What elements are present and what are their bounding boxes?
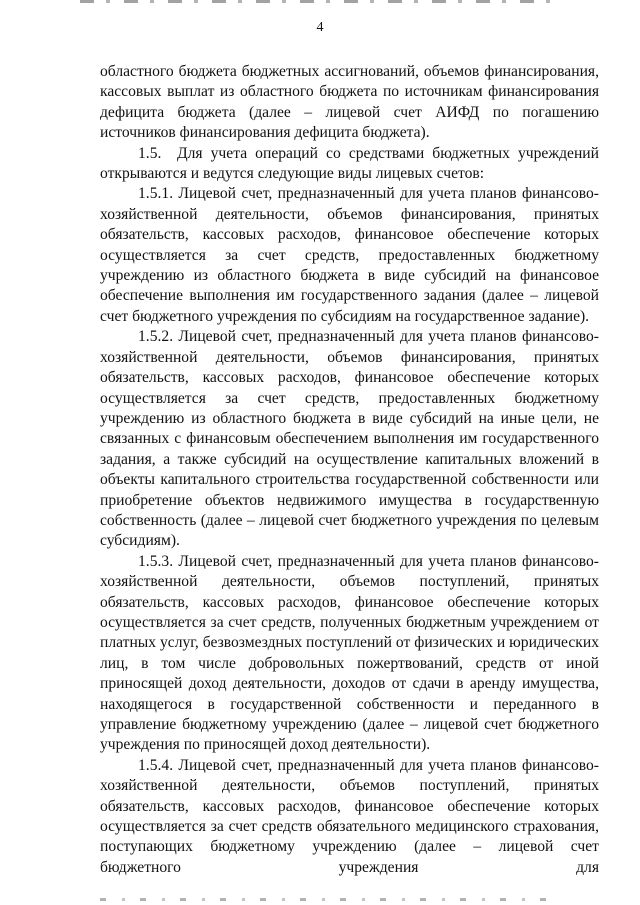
paragraph-1-5-2: 1.5.2. Лицевой счет, предназначенный для учета планов финансово-хозяйственной деятельности, объемов финансирования, принятых обязательств, кассовых расходов, финансовое обеспечение которых осуществляется за счет средств, предоставленных бюджетному учреждению из областного бюджета в виде субсидий на иные цели, не связанных с финансовым обеспечением выполнения им государственного задания, а также субсидий на осуществление капитальных вложений в объекты капитального строительства государственной собственности или приобретение объектов недвижимого имущества в государственную собственность (далее – лицевой счет бюджетного учреждения по целевым субсидиям). <box>100 328 599 550</box>
document-body <box>100 62 599 878</box>
paragraph-1-5: 1.5. Для учета операций со средствами бюджетных учреждений открываются и ведутся следующие виды лицевых счетов: <box>100 144 599 183</box>
paragraph-1-5-3: 1.5.3. Лицевой счет, предназначенный для учета планов финансово-хозяйственной деятельности, объемов поступлений, принятых обязательств, кассовых расходов, финансовое обеспечение которых осуществляется за счет средств, полученных бюджетным учреждением от платных услуг, безвозмездных поступлений от физических и юридических лиц, в том числе добровольных пожертвований, средств от иной приносящей доход деятельности, доходов от сдачи в аренду имущества, находящегося в государственной собственности и переданного в управление бюджетному учреждению (далее – лицевой счет бюджетного учреждения по приносящей доход деятельности). <box>100 552 599 754</box>
page-number: 4 <box>316 20 324 35</box>
paragraph-1-5-1: 1.5.1. Лицевой счет, предназначенный для учета планов финансово-хозяйственной деятельности, объемов финансирования, принятых обязательств, кассовых расходов, финансовое обеспечение которых осуществляется за счет средств, предоставленных бюджетному учреждению из областного бюджета в виде субсидий на финансовое обеспечение выполнения им государственного задания (далее – лицевой счет бюджетного учреждения по субсидиям на государственное задание). <box>100 185 599 325</box>
paragraph-1-5-4: 1.5.4. Лицевой счет, предназначенный для учета планов финансово-хозяйственной деятельности, объемов поступлений, принятых обязательств, кассовых расходов, финансовое обеспечение которых осуществляется за счет средств обязательного медицинского страхования, поступающих бюджетному учреждению (далее – лицевой счет бюджетного учреждения для <box>100 756 599 876</box>
scan-artifact-top <box>80 0 550 3</box>
paragraph-continuation: областного бюджета бюджетных ассигнований, объемов финансирования, кассовых выплат из областного бюджета по источникам финансирования дефицита бюджета (далее – лицевой счет АИФД по погашению источников финансирования дефицита бюджета). <box>100 63 599 142</box>
scan-artifact-bottom <box>100 898 560 901</box>
